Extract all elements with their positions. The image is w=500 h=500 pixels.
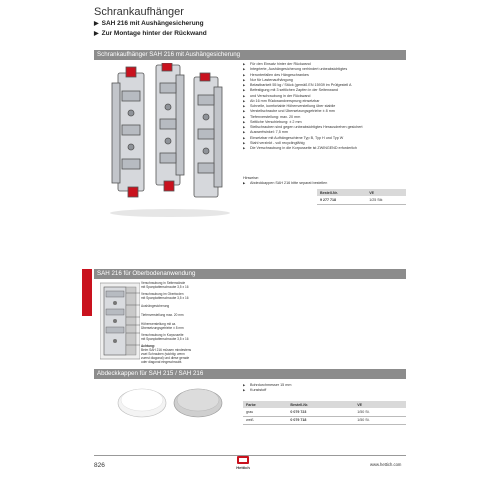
cap-feature-list	[243, 383, 291, 394]
callout-oberboden	[141, 292, 189, 300]
feature-item: ▶ Seitliche Verschiebung: ± 2 mm	[243, 120, 363, 125]
callout-line: Aushängesicherung	[141, 304, 170, 308]
feature-item: ▶ Ab 16 mm Rückwandversprung einsetzbar	[243, 99, 363, 104]
callout-aushaengesicherung	[141, 304, 169, 308]
subtitle-1	[94, 20, 204, 27]
arrow-icon: ▶	[94, 21, 99, 27]
callout-line: zuerst diagonal) und diese gerade	[141, 356, 190, 360]
brand-name: Hettich	[236, 465, 250, 470]
arrow-icon: ▶	[94, 31, 99, 37]
color-cell: weiß	[243, 416, 287, 424]
cap-feature-item: ▶ Kunststoff	[243, 388, 291, 393]
page-title: Schrankaufhänger	[94, 6, 184, 18]
table-header: Bestell-Nr.	[317, 189, 366, 196]
callout-achtung	[141, 344, 191, 364]
table-row	[317, 196, 406, 204]
packing-unit: 1/50 St.	[354, 416, 406, 424]
hettich-logo-icon	[237, 456, 249, 464]
cap-feature-item: ▶ Bohrdurchmesser 15 mm	[243, 383, 291, 388]
packing-unit: 1/25 Stk	[366, 196, 406, 204]
feature-item: ▶ Herunterfallen des Hängeschrankes	[243, 73, 363, 78]
order-table-sah216	[317, 189, 406, 205]
order-number: 9 277 718	[317, 196, 366, 204]
callout-line: Verschraubung in Seitenwände	[141, 281, 186, 285]
subtitle-2-text: Zur Montage hinter der Rückwand	[101, 30, 207, 37]
feature-item: ▶ Stahl verzinkt - voll recyclingfähig	[243, 141, 363, 146]
table-header: Farbe	[243, 401, 287, 408]
callout-line: zwei Schrauben (wichtig: wenn	[141, 352, 185, 356]
feature-item: ▶ Stellschrauben sind gegen unbeabsichtigtes Herausdrehen gesichert	[243, 125, 363, 130]
table-row	[243, 408, 406, 416]
callout-line: Achtung:	[141, 344, 155, 348]
feature-item: ▶ Belastbarkeit 55 kg / Stück (gemäß EN 15939 im Prüfgestell A	[243, 83, 363, 88]
callout-line: Tiefenverstellung max. 20 mm	[141, 313, 184, 317]
footer-url[interactable]: www.hettich.com	[370, 462, 402, 467]
cover-caps-image	[112, 379, 232, 419]
table-header: Bestell-Nr.	[287, 401, 354, 408]
callout-line: Höhenverstellung mit ca.	[141, 322, 177, 326]
feature-item: ▶ Auswerfwinkel: 7,5 mm	[243, 130, 363, 135]
table-header: VE	[366, 189, 406, 196]
feature-item: ▶ und Verschraubung in der Rückwand	[243, 94, 363, 99]
page-number: 826	[94, 462, 105, 469]
order-table-caps	[243, 401, 406, 425]
footer-divider	[94, 455, 406, 456]
table-header: VE	[354, 401, 406, 408]
callout-seitenwand	[141, 281, 189, 289]
color-cell: grau	[243, 408, 287, 416]
subtitle-2	[94, 30, 207, 37]
feature-item: ▶ Integrierte, Aushängesicherung verhindert unbeabsichtigtes	[243, 67, 363, 72]
callout-line: Verschraubung in Korpusseite	[141, 333, 184, 337]
oberboden-diagram	[100, 281, 140, 361]
feature-item: ▶ Verstellschraube und Übersetzungsgetriebe ± 8 mm	[243, 109, 363, 114]
hanger-product-image	[100, 63, 238, 223]
section-header-abdeckkappen: Abdeckkappen für SAH 215 / SAH 216	[94, 369, 406, 379]
note-item: ▶ Abdeckkappen SAH 216 bitte separat bestellen	[243, 181, 327, 185]
order-number: 0 079 718	[287, 416, 354, 424]
feature-item: ▶ Befestigung mit 3 seitlichen Zapfen in der Seitenwand	[243, 88, 363, 93]
callout-korpusseite	[141, 333, 189, 341]
feature-item: ▶ Tiefenverstellung: max. 20 mm	[243, 115, 363, 120]
feature-item: ▶ Nur für Lastenaufhängung	[243, 78, 363, 83]
order-number: 0 079 723	[287, 408, 354, 416]
callout-line: Beim SAH 216 müssen mindestens	[141, 348, 192, 352]
callout-hoehenverstellung	[141, 322, 184, 330]
callout-line: Übersetzungsgetriebe ± 8 mm	[141, 326, 184, 330]
callout-tiefenverstellung	[141, 313, 184, 317]
section-header-oberboden: SAH 216 für Oberbodenanwendung	[94, 269, 406, 279]
note-label: Hinweise:	[243, 176, 259, 180]
table-row	[243, 416, 406, 424]
callout-line: mit Spanplattenschraube 3,5 x 16	[141, 337, 189, 341]
chapter-tab	[82, 269, 92, 316]
callout-line: mit Spanplattenschraube 3,5 x 16	[141, 285, 189, 289]
feature-item: ▶ Für den Einsatz hinter der Rückwand	[243, 62, 363, 67]
callout-line: oder diagonal eingeschraubt.	[141, 360, 183, 364]
subtitle-1-text: SAH 216 mit Aushängesicherung	[101, 20, 204, 27]
packing-unit: 1/50 St.	[354, 408, 406, 416]
callout-line: Verschraubung im Oberboden	[141, 292, 184, 296]
feature-item: ▶ Einsetzbar mit Aufhängeschiene Typ B, Typ H und Typ W	[243, 136, 363, 141]
section-header-sah216: Schrankaufhänger SAH 216 mit Aushängesicherung	[94, 50, 406, 60]
feature-list	[243, 62, 363, 151]
feature-item: ▶ Schnelle, komfortable Höhenverstellung über stabile	[243, 104, 363, 109]
feature-item: ▶ Die Verschraubung in die Korpusseite ist ZWINGEND erforderlich	[243, 146, 363, 151]
callout-line: mit Spanplattenschraube 3,5 x 16	[141, 296, 189, 300]
